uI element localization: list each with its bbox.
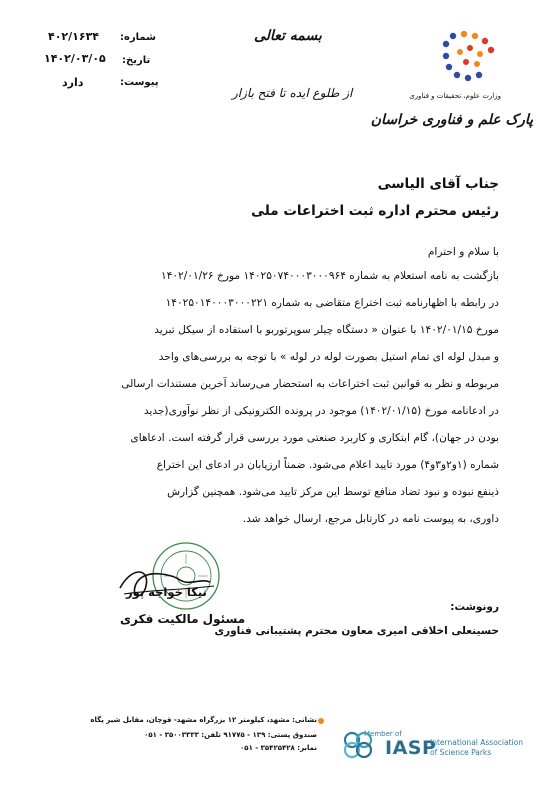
logo-dots <box>443 31 494 81</box>
attachment-value: دارد <box>62 76 84 89</box>
body-line: و مبدل لوله ای تمام استیل بصورت لوله در لوله » با توجه به بررسی‌های واحد <box>158 351 499 363</box>
body-line: بازگشت به نامه استعلام به شماره ۱۴۰۲۵۰۷۴۰۰۰۳۰۰۰۹۶۴ مورخ ۱۴۰۲/۰۱/۲۶ <box>160 270 499 282</box>
iasp-name-line1: International Association <box>430 738 523 747</box>
bismillah-heading: بسمه تعالی <box>254 28 322 44</box>
date-label: تاریخ: <box>122 55 151 66</box>
body-line: داوری، به پیوست نامه در کارتابل مرجع، ارسال خواهد شد. <box>242 513 499 525</box>
iasp-name-line2: of Science Parks <box>430 748 492 757</box>
letter-body <box>59 263 499 533</box>
date-value: ۱۴۰۲/۰۳/۰۵ <box>44 52 106 65</box>
attachment-label: پیوست: <box>120 77 159 88</box>
address-bullet-icon <box>318 718 324 724</box>
body-line: شماره (۱و۲و۳و۴) مورد تایید اعلام می‌شود. ضمناً ارزیابان در ادعای این اختراع <box>156 459 499 471</box>
footer-pobox-phone: صندوق پستی: ۱۳۹ - ۹۱۷۷۵ تلفن: ۳۵۰۰۳۳۳۳ - ۰۵۱ <box>144 731 317 739</box>
body-line: در رابطه با اظهارنامه ثبت اختراع متقاضی به شماره ۱۴۰۲۵۰۱۴۰۰۰۳۰۰۰۲۲۱ <box>165 297 499 309</box>
organization-name: پارک علم و فناوری خراسان <box>370 112 533 128</box>
signatory-name: نیکا خواجه پور <box>126 585 207 599</box>
iasp-emblem-icon <box>340 728 376 760</box>
footer-address: نشانی: مشهد، کیلومتر ۱۲ بزرگراه مشهد- قوچان، مقابل شیر پگاه <box>90 716 317 724</box>
number-value: ۴۰۲/۱۶۳۴ <box>48 30 100 43</box>
body-line: در ادعانامه مورخ (۱۴۰۲/۰۱/۱۵) موجود در پرونده الکترونیکی از نظر نوآوری(جدید <box>143 405 499 417</box>
recipient-title: رئیس محترم اداره ثبت اختراعات ملی <box>251 203 499 219</box>
body-line: مربوطه و نظر به قوانین ثبت اختراعات به استحضار می‌رساند آخرین مستندات ارسالی <box>121 378 499 390</box>
number-label: شماره: <box>120 32 156 43</box>
cc-label: رونوشت: <box>450 601 499 613</box>
greeting: با سلام و احترام <box>427 246 499 258</box>
signatory-title: مسئول مالکیت فکری <box>120 612 246 626</box>
iasp-logo-text: IASP <box>385 737 437 759</box>
body-line: بودن در جهان)، گام ابتکاری و کاربرد صنعتی مورد بررسی قرار گرفته است. ادعاهای <box>130 432 499 444</box>
iasp-member-label: Member of <box>364 730 402 738</box>
park-logo-icon <box>440 30 498 82</box>
motto-text: از طلوع ایده تا فتح بازار <box>232 86 353 100</box>
body-line: ذینفع نبوده و نبود تضاد منافع توسط این مرکز تایید می‌شود. همچنین گزارش <box>167 486 499 498</box>
body-line: مورخ ۱۴۰۲/۰۱/۱۵ با عنوان « دستگاه چیلر سوپرتوربو با استفاده از سیکل تبرید <box>154 324 499 336</box>
footer-fax: نمابر: ۳۵۴۲۵۴۲۸ - ۰۵۱ <box>240 744 317 752</box>
ministry-name: وزارت علوم، تحقیقات و فناوری <box>409 92 501 100</box>
cc-recipient: حسینعلی اخلاقی امیری معاون محترم پشتیبانی فناوری <box>214 625 499 637</box>
recipient-name: جناب آقای الیاسی <box>377 176 499 192</box>
